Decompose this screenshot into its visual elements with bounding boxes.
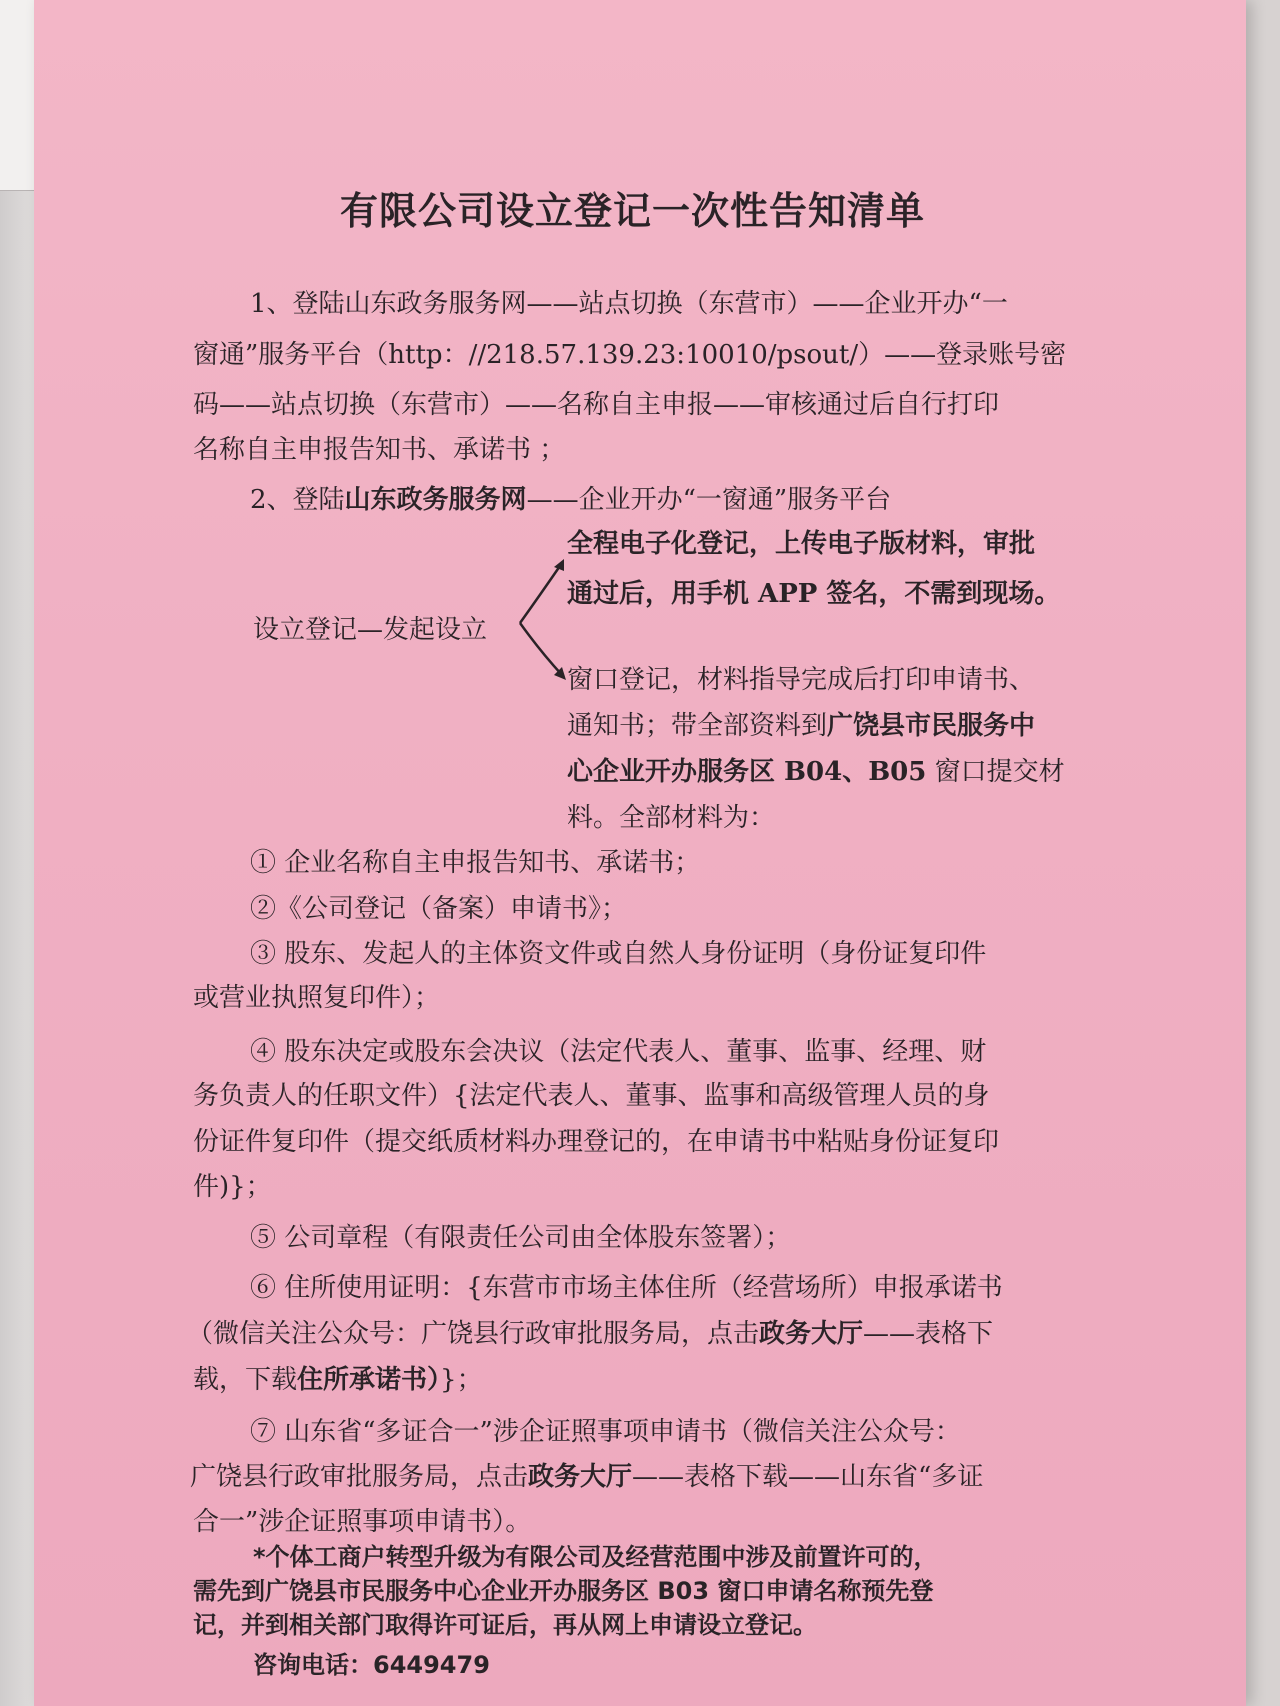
footer-note-line2: 需先到广饶县市民服务中心企业开办服务区 B03 窗口申请名称预先登 xyxy=(193,1577,934,1605)
window-option-line3 xyxy=(567,750,1065,794)
material-7-line3: 合一”涉企证照事项申请书）。 xyxy=(193,1507,532,1537)
window-option-line3-text: 窗口提交材 xyxy=(934,757,1065,787)
material-3-line2: 或营业执照复印件）； xyxy=(193,983,441,1013)
material-7-hall: 政务大厅 xyxy=(528,1462,633,1492)
material-6-line2 xyxy=(187,1312,993,1356)
footer-note-line3: 记，并到相关部门取得许可证后，再从网上申请设立登记。 xyxy=(193,1611,817,1639)
branch-label: 设立登记—发起设立 xyxy=(253,615,488,645)
material-3-line1: ③ 股东、发起人的主体资文件或自然人身份证明（身份证复印件 xyxy=(250,939,987,969)
window-option-line1: 窗口登记，材料指导完成后打印申请书、 xyxy=(567,665,1036,695)
window-option-line2-text: 通知书；带全部资料到 xyxy=(567,711,828,741)
material-7-line2-tail: ——表格下载——山东省“多证 xyxy=(632,1462,984,1492)
material-6-line3-text: 载，下载 xyxy=(193,1365,298,1395)
material-5: ⑤ 公司章程（有限责任公司由全体股东签署）； xyxy=(250,1223,792,1253)
material-6-form: 住所承诺书） xyxy=(297,1365,441,1395)
material-7-line2 xyxy=(190,1455,983,1499)
window-option-service-area: 心企业开办服务区 B04、B05 xyxy=(567,757,927,787)
window-option-line4: 料。全部材料为： xyxy=(567,803,776,833)
material-2: ②《公司登记（备案）申请书》； xyxy=(250,894,628,924)
window-option-location: 广饶县市民服务中 xyxy=(827,711,1036,741)
step1-line4: 名称自主申报告知书、承诺书 ； xyxy=(193,435,566,465)
material-4-line3: 份证件复印件（提交纸质材料办理登记的，在申请书中粘贴身份证复印 xyxy=(193,1127,1000,1157)
window-option-line2 xyxy=(567,704,1035,748)
footer-note-line1: *个体工商户转型升级为有限公司及经营范围中涉及前置许可的， xyxy=(253,1543,938,1571)
consult-phone: 咨询电话：6449479 xyxy=(253,1651,490,1679)
material-6-hall: 政务大厅 xyxy=(759,1319,864,1349)
material-4-line4: 件)}； xyxy=(193,1172,272,1202)
material-4-line1: ④ 股东决定或股东会决议（法定代表人、董事、监事、经理、财 xyxy=(250,1037,987,1067)
online-option-line2: 通过后，用手机 APP 签名，不需到现场。 xyxy=(567,579,1061,609)
arrow-up xyxy=(520,563,562,623)
step2-line xyxy=(250,478,891,522)
step1-line1: 1、登陆山东政务服务网——站点切换（东营市）——企业开办“一 xyxy=(250,289,1008,319)
step2-site: 山东政务服务网 xyxy=(344,485,527,515)
material-6-line2-tail: ——表格下 xyxy=(863,1319,994,1349)
step2-prefix: 2、登陆 xyxy=(250,485,345,515)
material-7-line1: ⑦ 山东省“多证合一”涉企证照事项申请书（微信关注公众号： xyxy=(250,1417,961,1447)
material-4-line2: 务负责人的任职文件）{法定代表人、董事、监事和高级管理人员的身 xyxy=(193,1081,990,1111)
material-6-line3-tail: }； xyxy=(440,1365,483,1395)
step2-suffix: ——企业开办“一窗通”服务平台 xyxy=(526,485,892,515)
material-6-line1: ⑥ 住所使用证明：{东营市市场主体住所（经营场所）申报承诺书 xyxy=(250,1273,1003,1303)
arrow-down xyxy=(520,623,562,675)
document-title: 有限公司设立登记一次性告知清单 xyxy=(340,188,926,233)
material-6-line3 xyxy=(193,1358,483,1402)
online-option-line1: 全程电子化登记，上传电子版材料，审批 xyxy=(567,529,1036,559)
step1-line2: 窗通”服务平台（http：//218.57.139.23:10010/psout/）——登录账号密 xyxy=(193,340,1067,370)
branch-arrows xyxy=(510,555,570,685)
material-6-line2-text: （微信关注公众号：广饶县行政审批服务局，点击 xyxy=(187,1319,760,1349)
step1-line3: 码——站点切换（东营市）——名称自主申报——审核通过后自行打印 xyxy=(193,390,1000,420)
material-1: ① 企业名称自主申报告知书、承诺书； xyxy=(250,848,701,878)
material-7-line2-text: 广饶县行政审批服务局，点击 xyxy=(190,1462,529,1492)
